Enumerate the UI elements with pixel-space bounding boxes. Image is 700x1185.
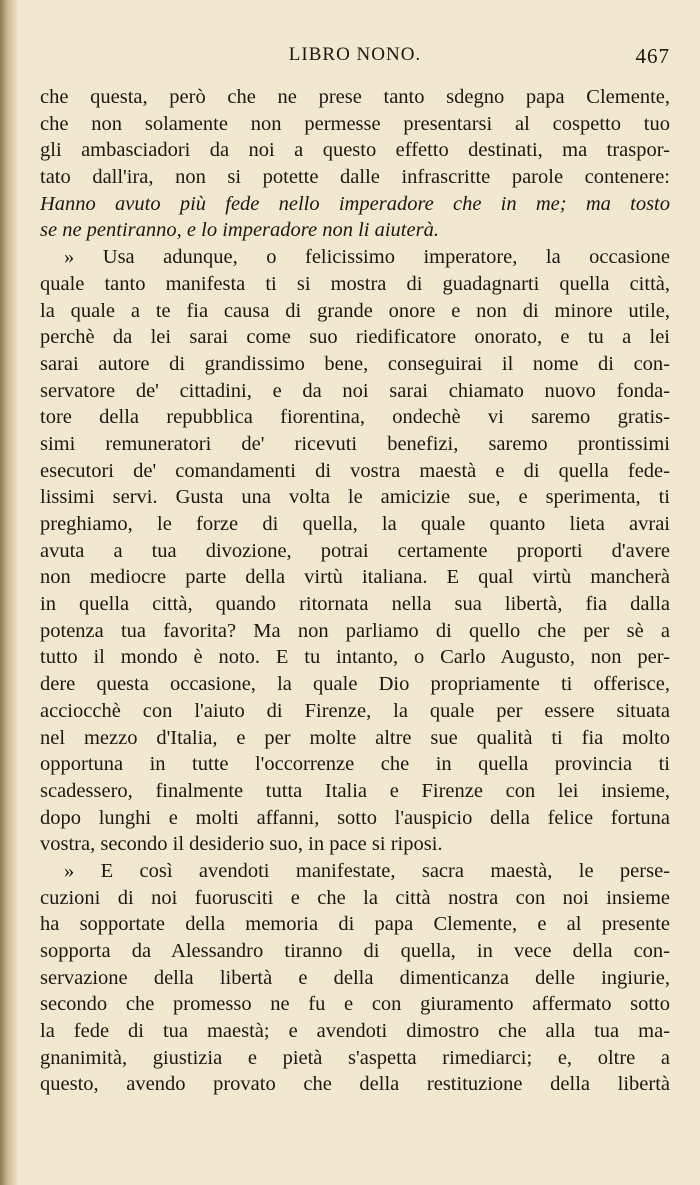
text-line: scadessero, finalmente tutta Italia e Firenze con lei insieme, [40, 779, 670, 802]
body-text [40, 84, 670, 1098]
text-line: preghiamo, le forze di quella, la quale quanto lieta avrai [40, 513, 670, 535]
text-line: la quale a te fia causa di grande onore e non di minore utile, [40, 299, 670, 322]
text-line: sopporta da Alessandro tiranno di quella, in vece della con- [40, 940, 670, 962]
text-line: secondo che promesso ne fu e con giuramento affermato sotto [40, 993, 670, 1016]
text-line: la fede di tua maestà; e avendoti dimostro che alla tua ma- [40, 1020, 670, 1043]
text-line: se ne pentiranno, e lo imperadore non li aiuterà. [40, 219, 439, 242]
text-line: vostra, secondo il desiderio suo, in pace si riposi. [40, 833, 443, 856]
text-line: quale tanto manifesta ti si mostra di guadagnarti quella città, [40, 272, 670, 295]
text-line: opportuna in tutte l'occorrenze che in quella provincia ti [40, 753, 670, 776]
text-line: » E così avendoti manifestate, sacra maestà, le perse- [64, 859, 670, 882]
text-line: ha sopportate della memoria di papa Clemente, e al presente [40, 913, 670, 936]
text-line: che non solamente non permesse presentarsi al cospetto tuo [40, 112, 670, 135]
running-title: LIBRO NONO. [288, 44, 422, 65]
text-line: Hanno avuto più fede nello imperadore che in me; ma tosto [40, 192, 670, 215]
text-line: servazione della libertà e della dimenticanza delle ingiurie, [40, 966, 670, 989]
text-line: dopo lunghi e molti affanni, sotto l'auspicio della felice fortuna [40, 806, 670, 829]
text-line: nel mezzo d'Italia, e per molte altre sue qualità ti fia molto [40, 726, 670, 749]
text-line: tutto il mondo è noto. E tu intanto, o Carlo Augusto, non per- [40, 646, 670, 669]
text-line: simi remuneratori de' ricevuti benefizi, saremo prontissimi [40, 432, 670, 455]
text-line: questo, avendo provato che della restituzione della libertà [40, 1073, 670, 1096]
text-line: gnanimità, giustizia e pietà s'aspetta rimediarci; e, oltre a [40, 1046, 670, 1069]
text-line: acciocchè con l'aiuto di Firenze, la quale per essere situata [40, 699, 670, 722]
text-line: non mediocre parte della virtù italiana. E qual virtù mancherà [40, 566, 670, 589]
running-head [40, 44, 670, 70]
text-line: perchè da lei sarai come suo riedificatore onorato, e tu a lei [40, 326, 670, 349]
text-line: potenza tua favorita? Ma non parliamo di quello che per sè a [40, 619, 670, 642]
text-line: lissimi servi. Gusta una volta le amicizie sue, e sperimenta, ti [40, 486, 670, 509]
text-line: tato dall'ira, non si potette dalle infrascritte parole contenere: [40, 166, 670, 189]
text-line: » Usa adunque, o felicissimo imperatore, la occasione [64, 246, 670, 269]
text-line: avuta a tua divozione, potrai certamente proporti d'avere [40, 539, 670, 562]
text-line: gli ambasciadori da noi a questo effetto destinati, ma traspor- [40, 139, 670, 162]
text-line: tore della repubblica fiorentina, ondechè vi saremo gratis- [40, 406, 670, 429]
page-number: 467 [635, 44, 670, 68]
text-line: sarai autore di grandissimo bene, conseguirai il nome di con- [40, 352, 670, 375]
text-line: in quella città, quando ritornata nella sua libertà, fia dalla [40, 593, 670, 616]
text-line: che questa, però che ne prese tanto sdegno papa Clemente, [40, 86, 670, 108]
text-line: dere questa occasione, la quale Dio propriamente ti offerisce, [40, 673, 670, 696]
text-line: servatore de' cittadini, e da noi sarai chiamato nuovo fonda- [40, 379, 670, 402]
text-line: cuzioni di noi fuorusciti e che la città nostra con noi insieme [40, 886, 670, 909]
text-line: esecutori de' comandamenti di vostra maestà e di quella fede- [40, 459, 670, 482]
